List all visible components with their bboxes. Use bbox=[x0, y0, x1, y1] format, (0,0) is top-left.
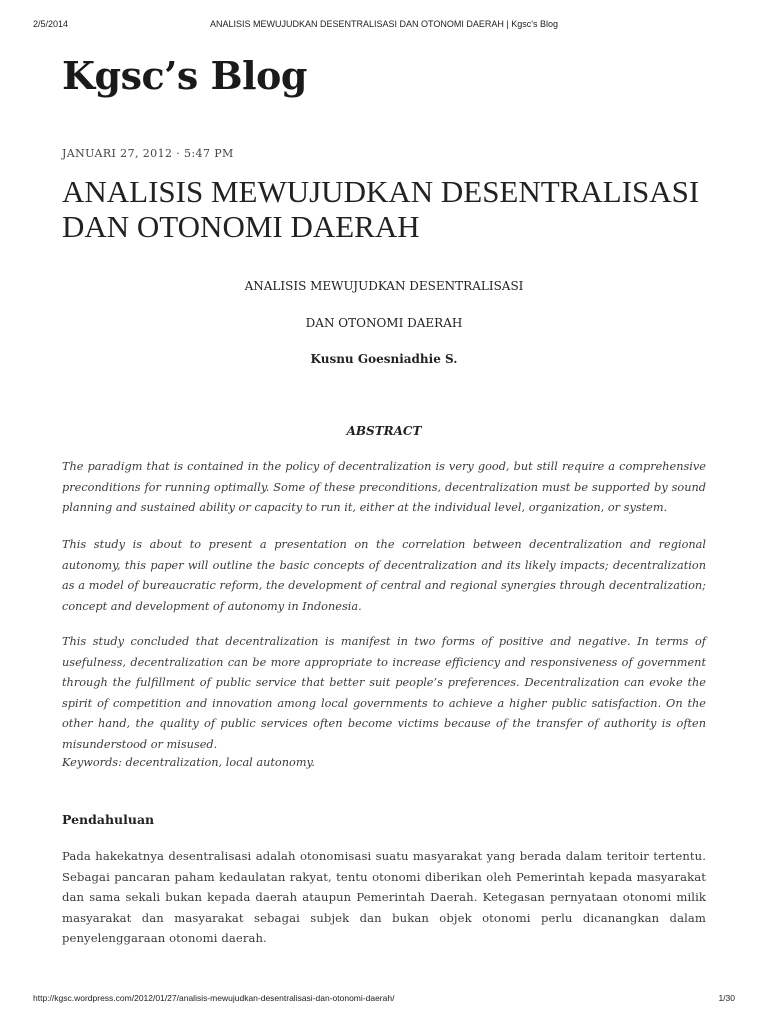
print-date: 2/5/2014 bbox=[33, 19, 69, 29]
section-heading: Pendahuluan bbox=[62, 812, 155, 827]
abstract-paragraph-2: This study is about to present a presentation on the correlation between decentralization and regional autonomy, this paper will outline the basic concepts of decentralization and its likely impacts; decentralization as a model of bureaucratic reform, the development of central and regional synergies through decentralization; concept and development of autonomy in Indonesia. bbox=[62, 538, 706, 613]
abstract-heading: ABSTRACT bbox=[346, 424, 422, 438]
abstract-paragraph-1: The paradigm that is contained in the policy of decentralization is very good, but still require a comprehensive preconditions for running optimally. Some of these preconditions, decentralization must be supported by sound planning and sustained ability or capacity to run it, either at the individual level, organization, or system. bbox=[62, 460, 706, 514]
section-paragraph: Pada hakekatnya desentralisasi adalah otonomisasi suatu masyarakat yang berada dalam teritoir tertentu. Sebagai pancaran paham kedaulatan rakyat, tentu otonomi diberikan oleh Pemerintah kepada masyarakat dan sama sekali bukan kepada daerah ataupun Pemerintah Daerah. Ketegasan pernyataan otonomi milik masyarakat dan masyarakat sebagai subjek dan bukan objek otonomi perlu dicanangkan dalam penyelenggaraan otonomi daerah. bbox=[62, 849, 706, 945]
article-author: Kusnu Goesniadhie S. bbox=[310, 352, 458, 366]
print-page-number: 1/30 bbox=[718, 993, 735, 1003]
print-page-title: ANALISIS MEWUJUDKAN DESENTRALISASI DAN OTONOMI DAERAH | Kgsc's Blog bbox=[210, 19, 558, 29]
post-date[interactable]: JANUARI 27, 2012 · 5:47 PM bbox=[62, 147, 234, 160]
article-heading-line2: DAN OTONOMI DAERAH bbox=[305, 316, 463, 330]
print-header bbox=[0, 19, 768, 33]
abstract-paragraph-3: This study concluded that decentralization is manifest in two forms of positive and negative. In terms of usefulness, decentralization can be more appropriate to increase efficiency and responsiveness of government through the fulfillment of public service that better suit people’s preferences. Decentralization can evoke the spirit of competition and innovation among local governments to achieve a higher public satisfaction. On the other hand, the quality of public services often become victims because of the transfer of authority is often misunderstood or misused. bbox=[62, 635, 706, 751]
blog-title-link[interactable]: Kgsc’s Blog bbox=[62, 53, 307, 98]
keywords: Keywords: decentralization, local autonomy. bbox=[62, 756, 315, 769]
article-heading-line1: ANALISIS MEWUJUDKAN DESENTRALISASI bbox=[244, 279, 524, 293]
print-url: http://kgsc.wordpress.com/2012/01/27/analisis-mewujudkan-desentralisasi-dan-otonomi-daerah/ bbox=[33, 993, 395, 1003]
post-title: ANALISIS MEWUJUDKAN DESENTRALISASI DAN OTONOMI DAERAH bbox=[62, 174, 700, 244]
print-footer bbox=[0, 993, 768, 1007]
